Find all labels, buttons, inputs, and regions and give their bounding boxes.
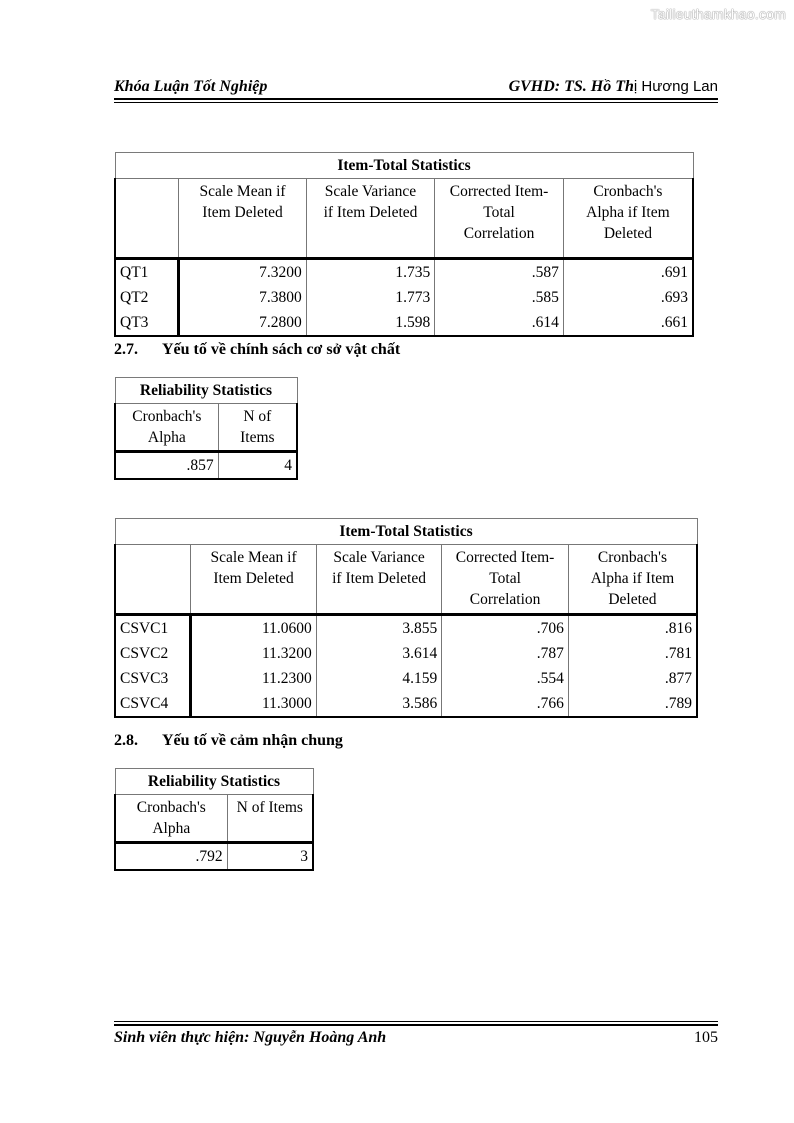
header-rule-thin bbox=[114, 102, 718, 103]
table-row bbox=[115, 452, 297, 480]
row-header-cell bbox=[115, 545, 191, 615]
row-header-cell bbox=[115, 179, 179, 259]
table-row bbox=[115, 843, 313, 871]
cell: .766 bbox=[442, 691, 569, 717]
table-row bbox=[115, 666, 697, 691]
cell: 1.598 bbox=[306, 310, 434, 336]
header-right bbox=[509, 78, 718, 96]
table-row bbox=[115, 285, 693, 310]
cell: 1.773 bbox=[306, 285, 434, 310]
cell: .587 bbox=[435, 259, 564, 286]
cell: 7.2800 bbox=[179, 310, 306, 336]
reliability-table-1 bbox=[114, 377, 298, 480]
cell: 3 bbox=[227, 843, 313, 871]
footer-rule bbox=[114, 1024, 718, 1026]
header-right-b: ị Hương Lan bbox=[633, 78, 718, 95]
column-header: Corrected Item- Total Correlation bbox=[442, 545, 569, 615]
header-right-a: GVHD: TS. Hồ Th bbox=[508, 78, 634, 95]
column-header: Scale Variance if Item Deleted bbox=[316, 545, 441, 615]
row-label: CSVC4 bbox=[115, 691, 191, 717]
cell: 11.3200 bbox=[191, 641, 316, 666]
footer-author: Sinh viên thực hiện: Nguyễn Hoàng Anh bbox=[114, 1029, 387, 1046]
cell: .585 bbox=[435, 285, 564, 310]
column-header: Corrected Item- Total Correlation bbox=[435, 179, 564, 259]
table-title: Reliability Statistics bbox=[115, 378, 297, 404]
row-label: CSVC3 bbox=[115, 666, 191, 691]
table-row bbox=[115, 310, 693, 336]
cell: 3.586 bbox=[316, 691, 441, 717]
cell: 7.3800 bbox=[179, 285, 306, 310]
table-title: Item-Total Statistics bbox=[115, 153, 693, 179]
row-label: CSVC1 bbox=[115, 615, 191, 642]
cell: .781 bbox=[568, 641, 697, 666]
column-header: N of Items bbox=[227, 795, 313, 843]
cell: .614 bbox=[435, 310, 564, 336]
cell: .792 bbox=[115, 843, 227, 871]
column-header: N of Items bbox=[218, 404, 297, 452]
page-number: 105 bbox=[694, 1029, 718, 1046]
cell: .693 bbox=[563, 285, 693, 310]
table-row bbox=[115, 615, 697, 642]
column-header: Cronbach's Alpha bbox=[115, 404, 218, 452]
table-row bbox=[115, 691, 697, 717]
cell: 11.2300 bbox=[191, 666, 316, 691]
section-heading-2-8: 2.8. Yếu tố về cảm nhận chung bbox=[114, 732, 343, 749]
section-heading-2-7: 2.7. Yếu tố về chính sách cơ sở vật chất bbox=[114, 341, 401, 358]
header-left: Khóa Luận Tốt Nghiệp bbox=[114, 78, 268, 95]
cell: 4 bbox=[218, 452, 297, 480]
cell: .877 bbox=[568, 666, 697, 691]
cell: .554 bbox=[442, 666, 569, 691]
column-header: Scale Mean if Item Deleted bbox=[191, 545, 316, 615]
cell: .857 bbox=[115, 452, 218, 480]
column-header: Cronbach's Alpha bbox=[115, 795, 227, 843]
cell: .706 bbox=[442, 615, 569, 642]
cell: 3.855 bbox=[316, 615, 441, 642]
row-label: QT2 bbox=[115, 285, 179, 310]
table-row bbox=[115, 641, 697, 666]
cell: 11.0600 bbox=[191, 615, 316, 642]
item-total-table-csvc bbox=[114, 518, 698, 718]
cell: 3.614 bbox=[316, 641, 441, 666]
row-label: QT1 bbox=[115, 259, 179, 286]
column-header: Scale Mean if Item Deleted bbox=[179, 179, 306, 259]
cell: .789 bbox=[568, 691, 697, 717]
column-header: Cronbach's Alpha if Item Deleted bbox=[568, 545, 697, 615]
table-title: Reliability Statistics bbox=[115, 769, 313, 795]
row-label: QT3 bbox=[115, 310, 179, 336]
footer-rule-thin bbox=[114, 1021, 718, 1022]
cell: .787 bbox=[442, 641, 569, 666]
cell: 7.3200 bbox=[179, 259, 306, 286]
cell: .816 bbox=[568, 615, 697, 642]
column-header: Scale Variance if Item Deleted bbox=[306, 179, 434, 259]
column-header: Cronbach's Alpha if Item Deleted bbox=[563, 179, 693, 259]
watermark: Tailieuthamkhao.com bbox=[650, 6, 786, 22]
table-row bbox=[115, 259, 693, 286]
cell: .691 bbox=[563, 259, 693, 286]
cell: .661 bbox=[563, 310, 693, 336]
cell: 11.3000 bbox=[191, 691, 316, 717]
cell: 1.735 bbox=[306, 259, 434, 286]
row-label: CSVC2 bbox=[115, 641, 191, 666]
table-title: Item-Total Statistics bbox=[115, 519, 697, 545]
header-rule bbox=[114, 98, 718, 100]
item-total-table-qt bbox=[114, 152, 694, 337]
cell: 4.159 bbox=[316, 666, 441, 691]
reliability-table-2 bbox=[114, 768, 314, 871]
